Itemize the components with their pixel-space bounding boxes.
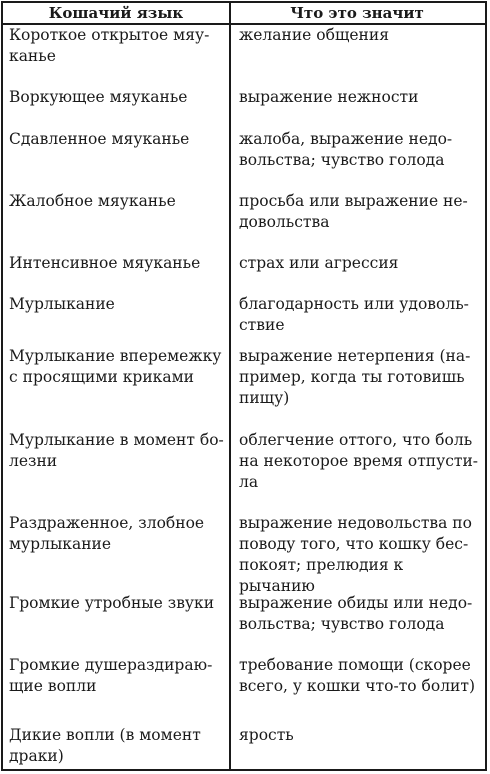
header-meaning: Что это значит: [229, 3, 485, 25]
row-6-meaning: благодарность или удоволь- ствие: [239, 295, 469, 334]
row-1-meaning: желание общения: [239, 26, 389, 44]
row-1-sound: Короткое открытое мяу- канье: [9, 26, 210, 65]
row-6-sound: Мурлыкание: [9, 295, 115, 313]
row-9-sound: Раздраженное, злобное мурлыкание: [9, 514, 205, 553]
row-5-sound: Интенсивное мяуканье: [9, 254, 201, 272]
row-8-meaning: облегчение оттого, что боль на некоторое время отпусти- ла: [239, 431, 479, 491]
row-5-meaning: страх или агрессия: [239, 254, 399, 272]
row-8-sound: Мурлыкание в момент бо- лезни: [9, 431, 224, 470]
header-cat-language: Кошачий язык: [3, 3, 229, 25]
row-3-meaning: жалоба, выражение недо- вольства; чувство голода: [239, 130, 453, 169]
row-4-sound: Жалобное мяуканье: [9, 192, 176, 210]
row-4-meaning: просьба или выражение не- довольства: [239, 192, 468, 231]
row-7-meaning: выражение нетерпения (на- пример, когда ты готовишь пищу): [239, 347, 471, 407]
row-11-meaning: требование помощи (скорее всего, у кошки что-то болит): [239, 656, 475, 695]
row-2-sound: Воркующее мяуканье: [9, 88, 188, 106]
row-3-sound: Сдавленное мяуканье: [9, 130, 190, 148]
row-12-meaning: ярость: [239, 726, 294, 744]
row-11-sound: Громкие душераздираю- щие вопли: [9, 656, 213, 695]
cat-language-table: [1, 1, 487, 771]
row-12-sound: Дикие вопли (в момент драки): [9, 726, 201, 765]
row-7-sound: Мурлыкание вперемежку с просящими криками: [9, 347, 222, 386]
row-2-meaning: выражение нежности: [239, 88, 419, 106]
column-divider: [229, 3, 231, 769]
row-10-sound: Громкие утробные звуки: [9, 594, 215, 612]
row-10-meaning: выражение обиды или недо- вольства; чувство голода: [239, 594, 473, 633]
row-9-meaning: выражение недовольства по поводу того, что кошку бес- покоят; прелюдия к рычанию: [239, 514, 472, 595]
